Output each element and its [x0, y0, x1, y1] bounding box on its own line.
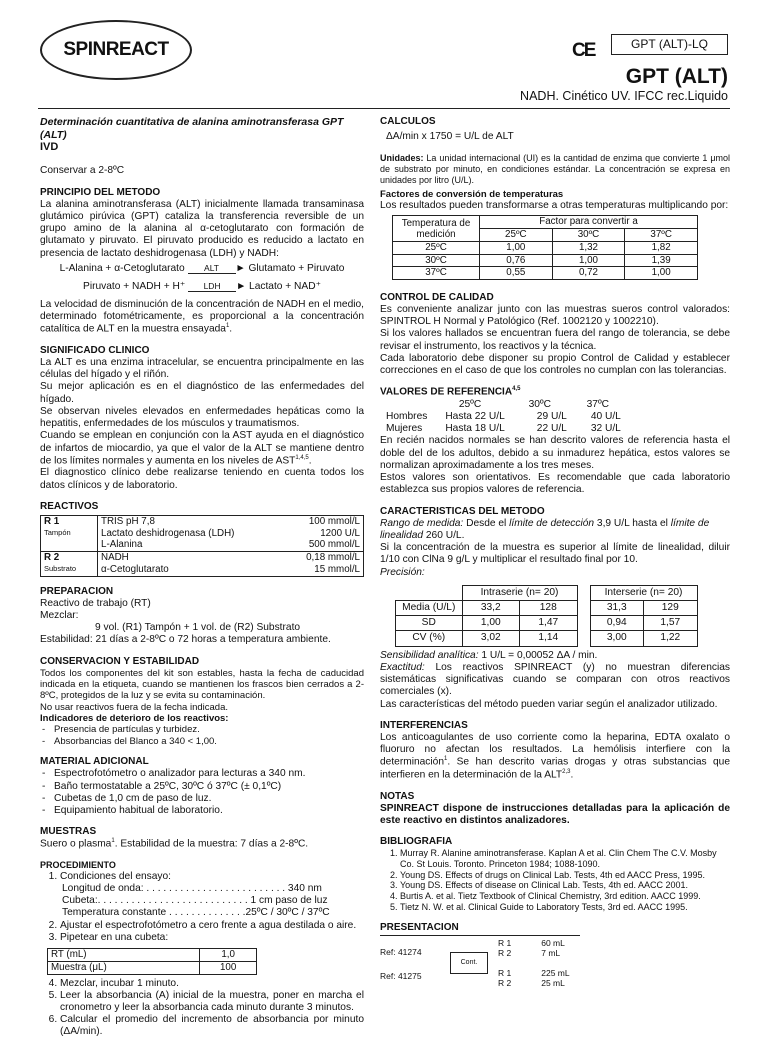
clinico-heading: SIGNIFICADO CLINICO — [40, 344, 150, 356]
sensibilidad-text: Sensibilidad analítica: 1 U/L = 0,00052 ΔA / min. — [380, 649, 598, 661]
ce-mark: CE — [572, 40, 595, 61]
material-item: - Baño termostatable a 25ºC, 30ºC ó 37ºC (± 0,1ºC) — [40, 781, 364, 793]
principio-text: La alanina aminotransferasa (ALT) inicialmente llamada transaminasa glutámico pirúvica (GPT) cataliza la transferencia reversible de un grupo amino de la alanina al α-cetoglutarato con formación de glutamato y piruvato. El piruvato producido es reducido a lactato en presencia de lactato deshidrogenasa (LDH) y NADH: — [40, 198, 364, 259]
bibliografia-item: 1. Murray R. Alanine aminotransferase. Kaplan A et al. Clin Chem The C.V. Mosby Co. St Louis. Toronto. Princeton 1984; 1088-1090. — [400, 848, 730, 870]
preparacion-l1: Reactivo de trabajo (RT) — [40, 597, 151, 609]
presentacion-block — [380, 936, 730, 992]
factores-table — [392, 215, 698, 280]
control-text-3: Cada laboratorio debe disponer su propio Control de Calidad y establecer correcciones en el caso de que los controles no cumplan con las tolerancias. — [380, 352, 730, 377]
r2-cell: R 2 Substrato — [41, 552, 98, 577]
presentacion-ref-1: Ref: 41274 — [380, 946, 422, 957]
bibliografia-item: 5. Tietz N. W. et al. Clinical Guide to Laboratory Tests, 3rd ed. AACC 1995. — [400, 902, 730, 913]
presentacion-kit-2: R 1 225 mL R 2 25 mL — [498, 967, 570, 988]
cont-box: Cont. — [450, 952, 488, 974]
caracteristicas-note: Las características del método pueden variar según el analizador utilizado. — [380, 698, 718, 710]
r1-concentrations: 100 mmol/L 1200 U/L 500 mmol/L — [283, 515, 363, 551]
bibliografia-item: 2. Young DS. Effects of drugs on Clinical Lab. Tests, 4th ed AACC Press, 1995. — [400, 870, 730, 881]
notas-heading: NOTAS — [380, 790, 415, 802]
conservacion-heading: CONSERVACION Y ESTABILIDAD — [40, 655, 200, 667]
reaction-1-left: L-Alanina + α-Cetoglutarato — [59, 262, 185, 274]
dilucion-text: Si la concentración de la muestra es superior al límite de linealidad, diluir 1/10 con ClNa 9 g/L y multiplicar el resultado final por 10. — [380, 542, 730, 566]
factores-text: Los resultados pueden transformarse a otras temperaturas multiplicando por: — [380, 200, 729, 212]
doc-title: Determinación cuantitativa de alanina aminotransferasa GPT (ALT) — [40, 116, 344, 141]
unidades-text: Unidades: La unidad internacional (UI) es la cantidad de enzima que convierte 1 μmol de substrato por minuto, en condiciones estándar. La concentración se expresa en unidades por litro (U/L). — [380, 153, 730, 185]
muestras-text: Suero o plasma$^1$. Estabilidad de la muestra: 7 días a 2-8ºC. — [40, 838, 309, 850]
interferencias-heading: INTERFERENCIAS — [380, 719, 468, 731]
muestras-heading: MUESTRAS — [40, 826, 97, 838]
factores-row: 37ºC 0,55 0,72 1,00 — [393, 267, 698, 280]
deterioro-item: - Presencia de partículas y turbidez. — [40, 724, 364, 735]
presentacion-heading: PRESENTACION — [380, 922, 580, 936]
principio-text-2: La velocidad de disminución de la concentración de NADH en el medio, determinado fotométricamente, es proporcional a la concentración catalítica de ALT en la muestra ensayada$^1$. — [40, 298, 364, 335]
storage-text: Conservar a 2-8ºC — [40, 165, 125, 177]
logo-text: SPINREACT — [63, 38, 169, 60]
reaction-1-right: Glutamato + Piruvato — [248, 262, 345, 274]
referencia-text-1: En recién nacidos normales se han descrito valores de referencia hasta el doble del de los adultos, debido a su inmadurez hepática, estos valores se normalizan aproximadamente a los tres meses. — [380, 435, 730, 471]
preparacion-l2: Mezclar: — [40, 609, 79, 621]
precision-row: SD 1,00 1,47 0,94 1,57 — [396, 616, 698, 631]
ldh-enzyme-label: LDH — [188, 281, 236, 292]
right-column — [380, 116, 730, 992]
bibliografia-item: 3. Young DS. Effects of disease on Clinical Lab. Tests, 4th ed. AACC 2001. — [400, 880, 730, 891]
presentacion-kit-1: R 1 60 mL R 2 7 mL — [498, 937, 565, 958]
r2-concentrations: 0,18 mmol/L 15 mmol/L — [283, 552, 363, 577]
procedimiento-heading: PROCEDIMIENTO — [40, 859, 116, 870]
calculo-formula: ΔA/min x 1750 = U/L de ALT — [386, 131, 514, 142]
preparacion-heading: PREPARACION — [40, 585, 114, 597]
referencia-row: Hombres Hasta 22 U/L 29 U/L 40 U/L — [386, 410, 621, 422]
precision-table — [395, 585, 698, 647]
referencia-text-2: Estos valores son orientativos. Es recomendable que cada laboratorio establezca sus propios valores de referencia. — [380, 472, 730, 496]
material-item: - Cubetas de 1,0 cm de paso de luz. — [40, 793, 364, 805]
pipeteo-row: Muestra (μL) 100 — [48, 961, 257, 974]
alt-enzyme-label: ALT — [188, 263, 236, 274]
caracteristicas-heading: CARACTERISTICAS DEL METODO — [380, 505, 545, 517]
procedimiento-list — [40, 871, 364, 944]
reactivos-table — [40, 515, 364, 577]
precision-header-row: Intraserie (n= 20) Interserie (n= 20) — [396, 585, 698, 600]
deterioro-item: - Absorbancias del Blanco a 340 < 1,00. — [40, 736, 364, 747]
presentacion-ref-2: Ref: 41275 — [380, 970, 422, 981]
notas-text: SPINREACT dispone de instrucciones detalladas para la aplicación de este reactivo en distintos analizadores. — [380, 802, 730, 826]
control-heading: CONTROL DE CALIDAD — [380, 292, 494, 303]
material-heading: MATERIAL ADICIONAL — [40, 756, 149, 768]
interferencias-text: Los anticoagulantes de uso corriente como la heparina, EDTA oxalato o fluoruro no afectan los resultados. La hemólisis interfiere con la determinación$^1$. Se han descrito varias drogas y otras substancias que interfieren en la determinación de la ALT$^{2,3}$. — [380, 731, 730, 781]
left-column — [40, 116, 364, 1039]
procedimiento-step: 1. Condiciones del ensayo: Longitud de onda: . . . . . . . . . . . . . . . . . . . . . . . . . 340 nm Cubeta:. . . . . . . . . . . . . . . . . . . . . . . . . . . 1 cm paso de luz Temperatura constante . . . . . . . . . . . . . .25ºC / 30ºC / 37ºC — [60, 871, 364, 920]
material-item: - Equipamiento habitual de laboratorio. — [40, 805, 364, 817]
reaction-2-left: Piruvato + NADH + H⁺ — [83, 280, 186, 292]
referencia-header-row: 25ºC 30ºC 37ºC — [458, 398, 610, 410]
rango-text: Rango de medida: Desde el límite de detección 3,9 U/L hasta el límite de linealidad 260 U/L. — [380, 517, 710, 541]
product-subtitle: NADH. Cinético UV. IFCC rec.Liquido — [520, 89, 728, 103]
conservacion-text: Todos los componentes del kit son estables, hasta la fecha de caducidad indicada en la etiqueta, cuando se mantienen los frascos bien cerrados a 2-8ºC, protegidos de la luz y se evita su contaminación. — [40, 667, 364, 702]
header-divider — [38, 108, 730, 109]
preparacion-l4: Estabilidad: 21 días a 2-8ºC o 72 horas a temperatura ambiente. — [40, 634, 331, 646]
pipeteo-table — [47, 948, 257, 975]
procedimiento-step: 2. Ajustar el espectrofotómetro a cero frente a agua destilada o aire. — [60, 920, 364, 932]
referencia-table — [382, 399, 625, 436]
deterioro-list — [40, 724, 364, 747]
factores-row: 30ºC 0,76 1,00 1,39 — [393, 254, 698, 267]
principio-heading: PRINCIPIO DEL METODO — [40, 186, 161, 198]
reactivo-r2-row — [41, 552, 364, 577]
reactivo-r1-row — [41, 515, 364, 551]
ldh-arrow — [188, 281, 236, 296]
product-title: GPT (ALT) — [625, 65, 728, 88]
factores-header-row: Temperatura de medición Factor para convertir a — [393, 216, 698, 229]
procedimiento-step: 4. Mezclar, incubar 1 minuto. — [60, 978, 364, 990]
procedimiento-step: 6. Calcular el promedio del incremento de absorbancia por minuto (ΔA/min). — [60, 1014, 364, 1038]
reaction-2-right: Lactato + NAD⁺ — [249, 280, 321, 292]
material-item: - Espectrofotómetro o analizador para lecturas a 340 nm. — [40, 768, 364, 780]
r1-cell: R 1 Tampón — [41, 515, 98, 551]
reaction-2: Piruvato + NADH + H⁺ LDH ► Lactato + NAD⁺ — [40, 281, 364, 296]
precision-label: Precisión: — [380, 566, 425, 578]
factores-row: 25ºC 1,00 1,32 1,82 — [393, 241, 698, 254]
alt-arrow — [188, 263, 236, 278]
exactitud-text: Exactitud: Los reactivos SPINREACT (y) no muestran diferencias sistemáticas significativas cuando se comparan con otros reactivos comerciales (x). — [380, 661, 730, 698]
product-code-box: GPT (ALT)-LQ — [611, 34, 728, 55]
control-text-2: Si los valores hallados se encuentran fuera del rango de tolerancia, se debe revisar el instrumento, los reactivos y la técnica. — [380, 328, 730, 352]
conservacion-text-2: No usar reactivos fuera de la fecha indicada. — [40, 701, 228, 713]
spinreact-logo — [40, 20, 192, 80]
clinico-text-2: El diagnostico clínico debe realizarse teniendo en cuenta todos los datos clínicos y de laboratorio. — [40, 467, 364, 491]
procedimiento-list-2 — [40, 978, 364, 1039]
procedimiento-step: 3. Pipetear en una cubeta: — [60, 932, 364, 944]
factores-cols-row: 25ºC 30ºC 37ºC — [393, 229, 698, 242]
material-list — [40, 768, 364, 817]
deterioro-heading: Indicadores de deterioro de los reactivos: — [40, 713, 229, 725]
reaction-1: L-Alanina + α-Cetoglutarato ALT ► Glutamato + Piruvato — [40, 263, 364, 278]
reactivos-heading: REACTIVOS — [40, 500, 99, 512]
bibliografia-list — [380, 848, 730, 913]
precision-row: Media (U/L) 33,2 128 31,3 129 — [396, 601, 698, 616]
procedimiento-step: 5. Leer la absorbancia (A) inicial de la muestra, poner en marcha el cronometro y leer la absorbancia cada minuto durante 3 minutos. — [60, 990, 364, 1014]
r1-components: TRIS pH 7,8 Lactato deshidrogenasa (LDH) L-Alanina — [98, 515, 284, 551]
clinico-text: La ALT es una enzima intracelular, se encuentra principalmente en las células del hígado y el riñón. Su mejor aplicación es en el diagnóstico de las enfermedades del hígado. Se observan niveles elevados en enfermedades hepáticas como la hepatitis, enfermedades de los músculos y traumatismos. Cuando se emplean en conjunción con la AST ayuda en el diagnóstico de infartos de miocardio, ya que el valor de la ALT se mantiene dentro de los límites normales y aumenta en los niveles de AST$^{1,4,5}$. — [40, 356, 364, 467]
bibliografia-heading: BIBLIOGRAFIA — [380, 836, 453, 848]
bibliografia-item: 4. Burtis A. et al. Tietz Textbook of Clinical Chemistry, 3rd edition. AACC 1999. — [400, 891, 730, 902]
factores-heading: Factores de conversión de temperaturas — [380, 188, 564, 200]
referencia-heading: VALORES DE REFERENCIA$^{4,5}$ — [380, 386, 521, 398]
r2-components: NADH α-Cetoglutarato — [98, 552, 284, 577]
control-text-1: Es conveniente analizar junto con las muestras sueros control valorados: SPINTROL H Normal y Patológico (Ref. 1002120 y 1002210). — [380, 304, 730, 328]
preparacion-l3: 9 vol. (R1) Tampón + 1 vol. de (R2) Substrato — [95, 622, 301, 634]
ivd-label: IVD — [40, 141, 59, 154]
precision-row: CV (%) 3,02 1,14 3,00 1,22 — [396, 631, 698, 646]
referencia-row: Mujeres Hasta 18 U/L 22 U/L 32 U/L — [386, 423, 621, 435]
pipeteo-row: RT (mL) 1,0 — [48, 949, 257, 962]
calculos-heading: CALCULOS — [380, 116, 436, 127]
